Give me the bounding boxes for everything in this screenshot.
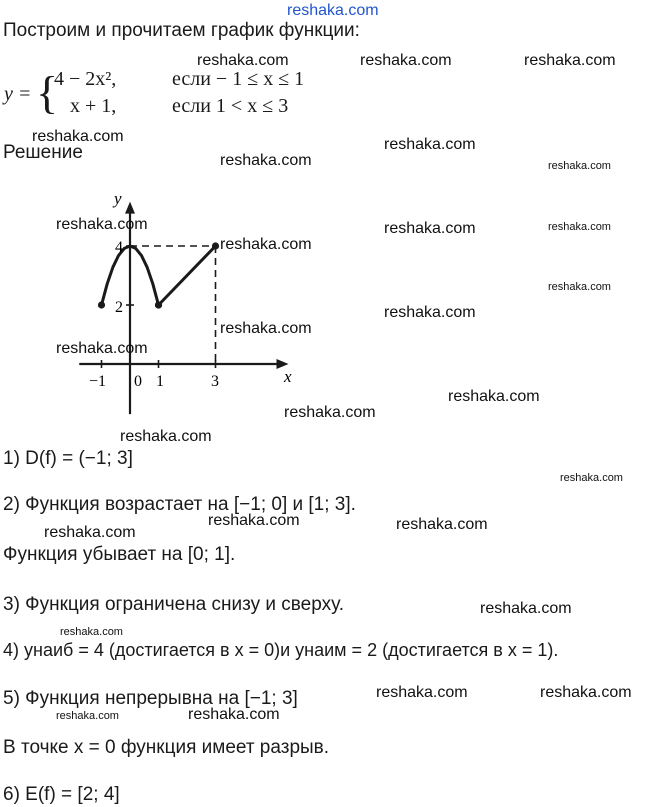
watermark: reshaka.com — [560, 472, 623, 484]
watermark: reshaka.com — [188, 706, 280, 723]
watermark: reshaka.com — [44, 524, 136, 541]
watermark: reshaka.com — [208, 512, 300, 529]
tick-label-1: 1 — [156, 373, 164, 390]
axis-x-label: x — [284, 367, 292, 386]
series-2-endpoint — [155, 301, 162, 308]
tick-label-4: 4 — [115, 239, 123, 256]
watermark: reshaka.com — [548, 160, 611, 172]
watermark: reshaka.com — [384, 136, 476, 153]
piece2-expr: x + 1, — [70, 95, 117, 117]
tick-label-3: 3 — [211, 373, 219, 390]
watermark: reshaka.com — [548, 221, 611, 233]
piece2-cond: если 1 < x ≤ 3 — [172, 95, 289, 117]
watermark: reshaka.com — [384, 220, 476, 237]
item-range: 6) E(f) = [2; 4] — [3, 784, 120, 805]
function-lhs: y = — [4, 83, 32, 105]
watermark: reshaka.com — [396, 516, 488, 533]
watermark: reshaka.com — [220, 236, 312, 253]
watermark: reshaka.com — [384, 304, 476, 321]
item-continuity: 5) Функция непрерывна на [−1; 3] — [3, 688, 298, 709]
watermark: reshaka.com — [197, 52, 289, 69]
watermark-top: reshaka.com — [287, 2, 379, 19]
item-bounded: 3) Функция ограничена снизу и сверху. — [3, 594, 344, 615]
watermark: reshaka.com — [376, 684, 468, 701]
watermark: reshaka.com — [220, 152, 312, 169]
watermark: reshaka.com — [480, 600, 572, 617]
series-2-curve — [159, 246, 216, 305]
watermark: reshaka.com — [548, 281, 611, 293]
watermark: reshaka.com — [540, 684, 632, 701]
intro-text: Построим и прочитаем график функции: — [3, 20, 360, 41]
watermark: reshaka.com — [60, 626, 123, 638]
tick-label-0: 0 — [134, 373, 142, 390]
watermark: reshaka.com — [56, 710, 119, 722]
axis-y-label: y — [114, 189, 122, 208]
function-brace: { — [36, 67, 59, 118]
item-domain: 1) D(f) = (−1; 3] — [3, 448, 133, 469]
function-graph — [0, 180, 320, 415]
watermark: reshaka.com — [284, 404, 376, 421]
tick-label-minus1: −1 — [89, 373, 107, 390]
y-axis-arrow — [125, 202, 135, 214]
watermark: reshaka.com — [120, 428, 212, 445]
tick-label-2: 2 — [115, 299, 123, 316]
item-discontinuity: В точке x = 0 функция имеет разрыв. — [3, 737, 330, 758]
item-monotonic-decrease: Функция убывает на [0; 1]. — [3, 544, 236, 565]
watermark: reshaka.com — [56, 216, 148, 233]
watermark: reshaka.com — [56, 340, 148, 357]
series-1-endpoint — [98, 301, 105, 308]
piece1-cond: если − 1 ≤ x ≤ 1 — [172, 68, 305, 90]
solution-heading: Решение — [3, 142, 83, 163]
piece1-expr: 4 − 2x², — [54, 68, 117, 90]
watermark: reshaka.com — [524, 52, 616, 69]
item-monotonic-increase: 2) Функция возрастает на [−1; 0] и [1; 3]. — [3, 494, 356, 515]
watermark: reshaka.com — [32, 128, 124, 145]
watermark: reshaka.com — [448, 388, 540, 405]
watermark: reshaka.com — [220, 320, 312, 337]
watermark: reshaka.com — [360, 52, 452, 69]
series-2-endpoint — [212, 242, 219, 249]
item-extrema: 4) yнаиб = 4 (достигается в x = 0)и yнаим = 2 (достигается в x = 1). — [3, 640, 559, 660]
